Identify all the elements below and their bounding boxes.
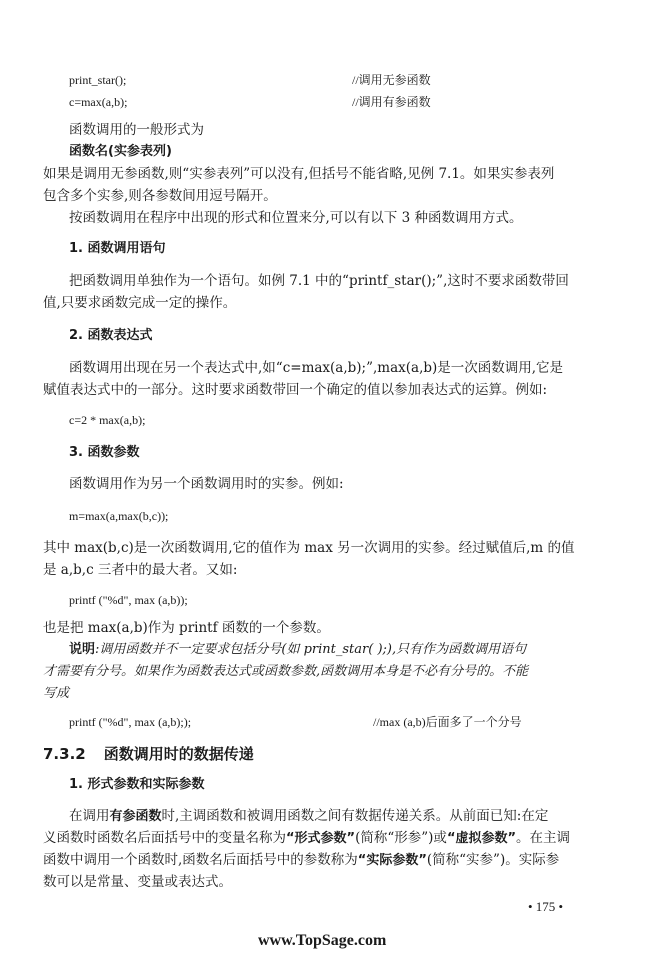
text-run: 。在主调 [516, 830, 571, 846]
code-line: c=2 * max(a,b); [69, 413, 146, 427]
bold-term: “虚拟参数” [446, 831, 517, 846]
subsection-heading: 3. 函数参数 [69, 445, 140, 460]
code-line: print_star(); [69, 73, 127, 87]
section-heading [43, 745, 254, 763]
paragraph-line: 也是把 max(a,b)作为 printf 函数的一个参数。 [43, 620, 330, 636]
paragraph-line: 把函数调用单独作为一个语句。如例 7.1 中的“printf_star();”,这时不要求函数带回 [69, 273, 569, 289]
code-line: printf ("%d", max (a,b);); [69, 715, 192, 729]
paragraph-line [43, 829, 570, 848]
subsection-heading: 2. 函数表达式 [69, 328, 153, 343]
paragraph-line: 函数调用出现在另一个表达式中,如“c=max(a,b);”,max(a,b)是一次函数调用,它是 [69, 360, 564, 376]
footer-watermark: www.TopSage.com [258, 932, 387, 949]
page-number: • 175 • [528, 899, 564, 914]
bold-term: “实际参数” [357, 853, 427, 868]
text-run: (简称“实参”)。实际参 [426, 852, 560, 868]
text-run: 义函数时函数名后面括号中的变量名称为 [43, 830, 286, 846]
note-line: 写成 [43, 686, 70, 701]
paragraph-line: 函数调用的一般形式为 [69, 122, 204, 138]
subsection-heading: 1. 函数调用语句 [69, 241, 166, 256]
paragraph-line [43, 851, 559, 870]
paragraph-line [69, 807, 548, 826]
code-comment: //调用无参函数 [352, 73, 431, 87]
note-line: 才需要有分号。如果作为函数表达式或函数参数,函数调用本身是不必有分号的。不能 [43, 664, 529, 679]
subsection-heading: 1. 形式参数和实际参数 [69, 777, 205, 792]
bold-term: “形式参数” [286, 831, 356, 846]
paragraph-line: 其中 max(b,c)是一次函数调用,它的值作为 max 另一次调用的实参。经过赋值后,m 的值 [43, 540, 575, 556]
paragraph-line: 按函数调用在程序中出现的形式和位置来分,可以有以下 3 种函数调用方式。 [69, 210, 523, 226]
code-line: c=max(a,b); [69, 95, 128, 109]
code-comment: //调用有参函数 [352, 95, 431, 109]
note-line [69, 641, 526, 659]
paragraph-line: 函数调用作为另一个函数调用时的实参。例如: [69, 476, 344, 492]
paragraph-line: 值,只要求函数完成一定的操作。 [43, 295, 237, 311]
general-form: 函数名(实参表列) [69, 144, 172, 159]
code-comment: //max (a,b)后面多了一个分号 [373, 715, 522, 729]
section-number: 7.3.2 [43, 745, 86, 763]
paragraph-line: 数可以是常量、变量或表达式。 [43, 874, 232, 890]
note-label: 说明 [69, 642, 96, 657]
note-text: :调用函数并不一定要求包括分号(如 print_star( );),只有作为函数调用语句 [95, 642, 527, 657]
text-run: 在调用 [69, 808, 110, 824]
code-line: printf ("%d", max (a,b)); [69, 593, 188, 607]
paragraph-line: 赋值表达式中的一部分。这时要求函数带回一个确定的值以参加表达式的运算。例如: [43, 382, 548, 398]
bold-term: 有参函数 [109, 809, 162, 824]
paragraph-line: 包含多个实参,则各参数间用逗号隔开。 [43, 188, 277, 204]
code-line: m=max(a,max(b,c)); [69, 509, 169, 523]
paragraph-line: 是 a,b,c 三者中的最大者。又如: [43, 562, 238, 578]
text-run: 时,主调函数和被调用函数之间有数据传递关系。从前面已知:在定 [161, 808, 549, 824]
text-run: (简称“形参”)或 [355, 830, 447, 846]
text-run: 函数中调用一个函数时,函数名后面括号中的参数称为 [43, 852, 358, 868]
paragraph-line: 如果是调用无参函数,则“实参表列”可以没有,但括号不能省略,见例 7.1。如果实参表列 [43, 166, 555, 182]
section-title: 函数调用时的数据传递 [103, 745, 254, 763]
